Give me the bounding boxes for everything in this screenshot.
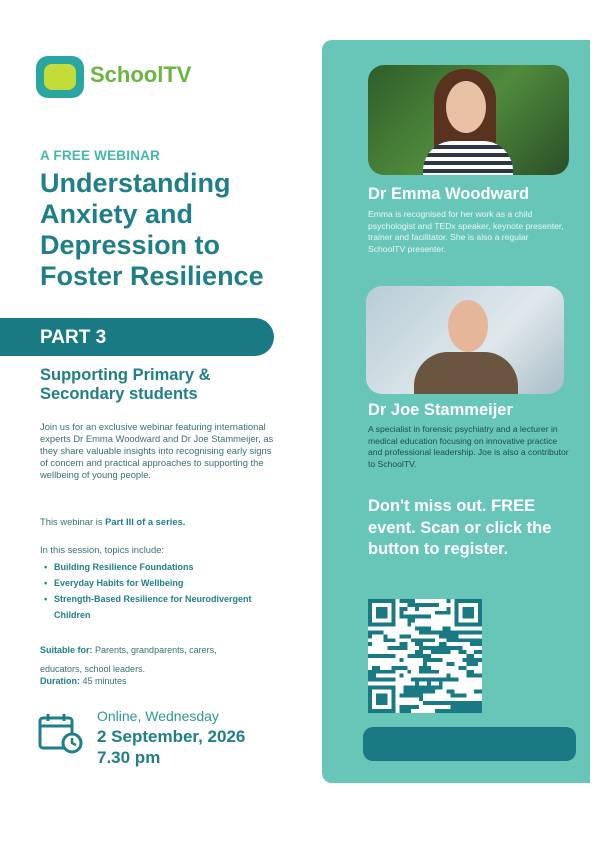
topics-list (40, 559, 290, 623)
intro-paragraph: Join us for an exclusive webinar featuring international experts Dr Emma Woodward and Dr Joe Stammeijer, as they share valuable insights into recognising early signs of concern and practical approaches to supporting the wellbeing of young people. (40, 421, 274, 480)
logo-text: SchoolTV (90, 62, 192, 87)
suitable-for (40, 641, 260, 679)
topic-item: • Everyday Habits for Wellbeing (40, 575, 290, 591)
presenter-photo (366, 286, 564, 394)
schooltv-logo (30, 42, 210, 108)
cta-text: Don't miss out. FREE event. Scan or click the button to register. (368, 497, 552, 558)
topic-item: • Building Resilience Foundations (40, 559, 290, 575)
bullet-icon: • (44, 578, 48, 588)
presenters-panel (322, 40, 590, 783)
topic-item: • Strength-Based Resilience for Neurodivergent Children (40, 591, 290, 623)
event-type: Online, Wednesday (97, 708, 219, 724)
presenter-bio: A specialist in forensic psychiatry and a lecturer in medical education focusing on innovative practice and professional leadership. Joe is also a contributor to SchoolTV. (368, 424, 569, 469)
event-time: 7.30 pm (97, 748, 161, 767)
registration-qr-code[interactable] (368, 599, 482, 713)
bullet-icon: • (44, 594, 48, 604)
duration-label: Duration: (40, 676, 80, 686)
webinar-kicker: A FREE WEBINAR (40, 148, 161, 163)
suitable-value: Parents, grandparents, carers, educators, school leaders. (40, 645, 217, 674)
webinar-title: Understanding Anxiety and Depression to Foster Resilience (40, 168, 264, 291)
webinar-subtitle: Supporting Primary & Secondary students (40, 366, 211, 403)
register-button[interactable] (363, 727, 576, 761)
bullet-icon: • (44, 562, 48, 572)
suitable-label: Suitable for: (40, 645, 93, 655)
topics-intro: In this session, topics include: (40, 544, 165, 555)
part-label: PART 3 (40, 327, 107, 348)
presenter-bio: Emma is recognised for her work as a child psychologist and TEDx speaker, keynote presenter, trainer and facilitator. She is also a regular SchoolTV presenter. (368, 209, 564, 254)
presenter-photo (368, 65, 569, 175)
series-highlight: Part III of a series. (105, 516, 186, 527)
duration (40, 676, 127, 686)
series-note (40, 516, 185, 527)
presenter-name: Dr Joe Stammeijer (368, 401, 513, 419)
calendar-clock-icon (38, 712, 84, 754)
presenter-name: Dr Emma Woodward (368, 185, 530, 203)
tv-mascot-icon (36, 56, 84, 98)
series-prefix: This webinar is (40, 516, 103, 527)
duration-value: 45 minutes (82, 676, 127, 686)
part-banner (0, 318, 274, 356)
event-date: 2 September, 2026 (97, 727, 246, 746)
